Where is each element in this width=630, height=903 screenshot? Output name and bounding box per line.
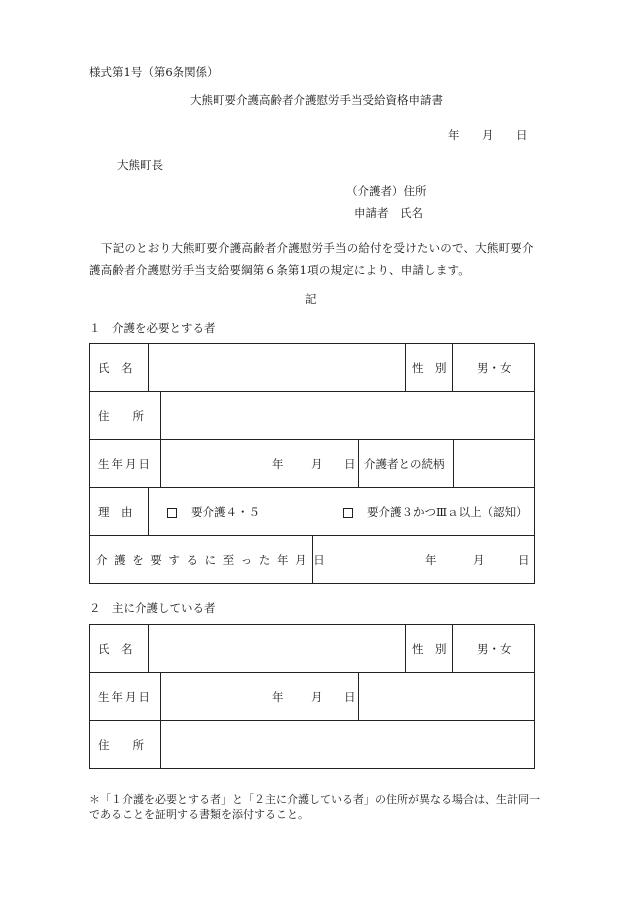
form-number: 様式第1号（第6条関係） <box>89 65 219 79</box>
s1-row-birth <box>90 440 535 488</box>
s1-birth-year: 年 <box>272 456 284 471</box>
s2-name-field[interactable] <box>149 625 406 672</box>
date-month: 月 <box>482 128 494 142</box>
s1-address-field[interactable] <box>161 392 535 439</box>
s1-sex-label-cell <box>406 344 453 391</box>
s1-sex-label: 性 別 <box>412 360 447 375</box>
date-day: 日 <box>516 128 528 142</box>
ki-label: 記 <box>305 292 317 306</box>
s2-sex-label-cell <box>406 625 453 672</box>
s2-birth-label: 生年月日 <box>98 689 152 704</box>
s1-row-care-date <box>90 536 535 584</box>
s1-row-reason <box>90 488 535 536</box>
s2-birth-day: 日 <box>344 689 356 704</box>
s2-birth-label-cell <box>90 673 161 720</box>
s1-reason-option1[interactable] <box>167 504 260 520</box>
s1-care-date-year: 年 <box>425 552 437 567</box>
s2-name-label-cell <box>90 625 149 672</box>
s1-row-address <box>90 392 535 440</box>
s1-reason-option2-label: 要介護３かつⅢａ以上（認知） <box>367 504 528 519</box>
s2-birth-field[interactable] <box>161 673 359 720</box>
s1-address-label: 住 所 <box>98 408 144 423</box>
checkbox-icon[interactable] <box>167 508 177 518</box>
section2-heading: ２ 主に介護している者 <box>89 601 216 615</box>
s2-sex-label: 性 別 <box>412 641 447 656</box>
s1-birth-month: 月 <box>311 456 323 471</box>
form-title: 大熊町要介護高齢者介護慰労手当受給資格申請書 <box>190 93 443 107</box>
s1-care-date-month: 月 <box>473 552 485 567</box>
s1-birth-field[interactable] <box>161 440 359 487</box>
section1-heading: １ 介護を必要とする者 <box>89 321 216 335</box>
s1-row-name <box>90 344 535 392</box>
s1-name-label: 氏 名 <box>98 360 133 375</box>
s1-care-date-label-cell <box>90 536 332 583</box>
s1-relation-field[interactable] <box>454 440 535 487</box>
s1-sex-value: 男・女 <box>477 360 512 375</box>
s2-birth-year: 年 <box>272 689 284 704</box>
s2-address-field[interactable] <box>161 721 535 768</box>
s2-name-label: 氏 名 <box>98 641 133 656</box>
s1-reason-label-cell <box>90 488 149 535</box>
s1-care-date-field[interactable] <box>313 536 535 583</box>
s1-birth-day: 日 <box>344 456 356 471</box>
s2-birth-extra-field[interactable] <box>359 673 535 720</box>
addressee: 大熊町長 <box>117 158 163 172</box>
date-year: 年 <box>448 128 460 142</box>
s1-reason-option1-label: 要介護４・５ <box>191 504 260 519</box>
s1-relation-label: 介護者との続柄 <box>364 456 445 471</box>
footnote: ＊「１介護を必要とする者」と「２主に介護している者」の住所が異なる場合は、生計同一であることを証明する書類を添付すること。 <box>89 793 540 821</box>
s1-reason-field <box>149 488 535 535</box>
s1-birth-label-cell <box>90 440 161 487</box>
s2-row-birth <box>90 673 535 721</box>
s1-reason-label: 理 由 <box>98 504 133 519</box>
s2-sex-value: 男・女 <box>477 641 512 656</box>
section2-table <box>89 624 535 769</box>
s1-care-date-day: 日 <box>518 552 530 567</box>
s1-sex-field[interactable] <box>453 344 535 391</box>
s2-row-name <box>90 625 535 673</box>
s2-row-address <box>90 721 535 769</box>
section1-table <box>89 343 535 584</box>
s1-care-date-label: 介護を要するに至った年月日 <box>96 552 332 567</box>
s2-address-label-cell <box>90 721 161 768</box>
body-text: 下記のとおり大熊町要介護高齢者介護慰労手当の給付を受けたいので、大熊町要介護高齢者介護慰労手当支給要綱第６条第1項の規定により、申請します。 <box>89 241 534 277</box>
s1-relation-label-cell <box>359 440 454 487</box>
s1-reason-option2[interactable] <box>343 504 528 520</box>
s1-name-label-cell <box>90 344 149 391</box>
s2-birth-month: 月 <box>311 689 323 704</box>
applicant-name-label: 申請者 氏名 <box>354 206 423 220</box>
s1-address-label-cell <box>90 392 161 439</box>
s1-name-field[interactable] <box>149 344 406 391</box>
applicant-address-label: （介護者）住所 <box>346 184 427 198</box>
s2-address-label: 住 所 <box>98 737 144 752</box>
s1-birth-label: 生年月日 <box>98 456 152 471</box>
checkbox-icon[interactable] <box>343 508 353 518</box>
s2-sex-field[interactable] <box>453 625 535 672</box>
